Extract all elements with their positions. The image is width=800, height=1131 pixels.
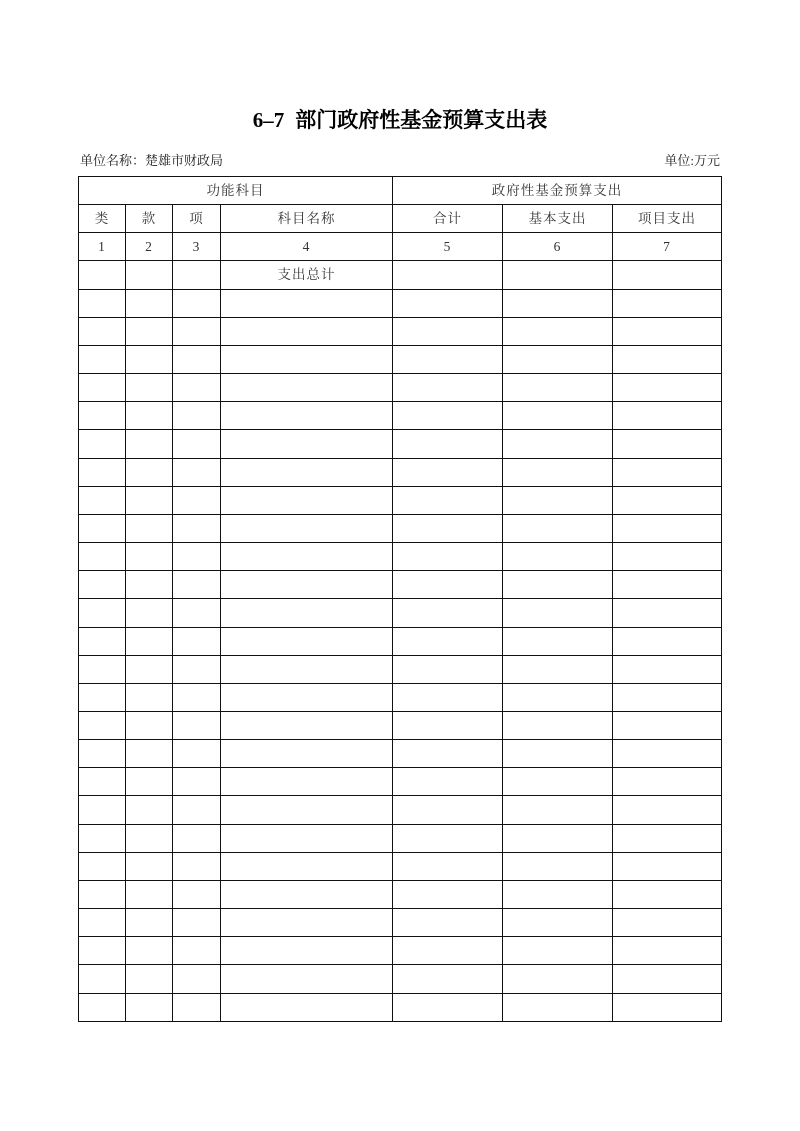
table-cell [79,289,126,317]
meta-line [80,152,720,170]
table-cell [79,880,126,908]
table-cell [613,711,722,739]
table-cell [173,909,221,937]
table-cell [79,965,126,993]
table-row [79,937,722,965]
table-cell [393,880,503,908]
unit-name: 单位名称：楚雄市财政局 [80,153,224,168]
table-cell [393,402,503,430]
table-row [79,289,722,317]
table-cell [173,543,221,571]
table-cell [221,683,393,711]
table-cell [221,711,393,739]
table-cell [613,543,722,571]
table-row [79,909,722,937]
table-cell [503,627,613,655]
table-cell [173,261,221,289]
table-cell [503,740,613,768]
table-cell [613,571,722,599]
table-cell [79,711,126,739]
table-cell [393,852,503,880]
table-cell [173,711,221,739]
table-cell [503,402,613,430]
table-cell [126,627,173,655]
table-cell [126,543,173,571]
table-cell [173,374,221,402]
table-row [79,740,722,768]
table-cell [79,486,126,514]
column-header-project-expenditure: 项目支出 [613,205,722,233]
table-cell [79,430,126,458]
table-cell [393,261,503,289]
table-cell [503,599,613,627]
table-cell [126,937,173,965]
table-cell [126,261,173,289]
table-cell [79,993,126,1021]
table-cell [79,824,126,852]
column-header-item: 项 [173,205,221,233]
column-number: 2 [126,233,173,261]
column-number: 7 [613,233,722,261]
table-cell [173,402,221,430]
column-number: 4 [221,233,393,261]
table-cell [613,374,722,402]
table-cell [613,599,722,627]
table-row [79,486,722,514]
table-cell [393,627,503,655]
table-cell [126,711,173,739]
table-cell [173,599,221,627]
table-cell [393,345,503,373]
table-cell [173,345,221,373]
table-cell [173,627,221,655]
table-cell [126,655,173,683]
table-cell [503,655,613,683]
table-cell [613,402,722,430]
table-cell [221,317,393,345]
table-cell [79,458,126,486]
table-cell [221,514,393,542]
table-cell [503,965,613,993]
table-cell [173,317,221,345]
table-cell [173,937,221,965]
table-cell [393,740,503,768]
table-cell [126,345,173,373]
table-cell [503,683,613,711]
currency-unit: 单位:万元 [664,153,720,168]
table-cell [173,458,221,486]
table-cell [79,740,126,768]
table-cell [221,880,393,908]
table-cell [221,993,393,1021]
table-cell [221,571,393,599]
table-row [79,824,722,852]
table-cell [173,965,221,993]
table-cell [503,880,613,908]
table-cell [79,514,126,542]
table-cell [613,486,722,514]
group-header-row [79,177,722,205]
table-cell [173,740,221,768]
table-cell [126,486,173,514]
table-cell [79,852,126,880]
table-cell [393,993,503,1021]
table-cell [79,374,126,402]
table-row [79,374,722,402]
table-cell [393,514,503,542]
table-cell [613,345,722,373]
table-cell [613,880,722,908]
table-cell [221,627,393,655]
table-row [79,402,722,430]
table-cell [393,374,503,402]
column-header-category: 类 [79,205,126,233]
table-cell [503,486,613,514]
table-cell [221,345,393,373]
table-cell [503,571,613,599]
table-row [79,345,722,373]
column-header-row [79,205,722,233]
table-cell [173,430,221,458]
table-cell [393,486,503,514]
table-cell [503,993,613,1021]
table-cell [503,289,613,317]
table-cell [393,768,503,796]
table-cell [221,740,393,768]
total-row-label: 支出总计 [221,261,393,289]
table-cell [503,458,613,486]
table-cell [393,458,503,486]
table-cell [221,374,393,402]
table-cell [503,796,613,824]
table-number: 6–7 [252,108,285,132]
table-cell [393,317,503,345]
table-cell [221,543,393,571]
table-row [79,430,722,458]
table-cell [79,543,126,571]
table-cell [613,993,722,1021]
table-cell [613,796,722,824]
table-cell [393,543,503,571]
table-cell [613,852,722,880]
table-cell [79,402,126,430]
table-row [79,317,722,345]
table-cell [79,909,126,937]
table-cell [393,599,503,627]
table-cell [126,909,173,937]
table-cell [221,965,393,993]
table-cell [173,571,221,599]
table-cell [393,796,503,824]
table-cell [221,655,393,683]
table-cell [221,796,393,824]
table-cell [503,852,613,880]
table-cell [173,655,221,683]
column-number-row [79,233,722,261]
table-cell [173,796,221,824]
table-cell [503,514,613,542]
table-cell [173,683,221,711]
table-row [79,627,722,655]
table-cell [613,824,722,852]
table-cell [503,711,613,739]
table-cell [79,683,126,711]
column-number: 5 [393,233,503,261]
table-row [79,599,722,627]
table-cell [126,402,173,430]
table-cell [393,711,503,739]
table-cell [126,683,173,711]
table-cell [613,909,722,937]
table-cell [613,458,722,486]
table-cell [503,430,613,458]
table-row [79,796,722,824]
table-cell [126,317,173,345]
table-cell [79,655,126,683]
table-cell [393,430,503,458]
table-cell [613,317,722,345]
column-header-total: 合计 [393,205,503,233]
table-row [79,683,722,711]
table-cell [503,543,613,571]
column-header-subject-name: 科目名称 [221,205,393,233]
table-cell [613,655,722,683]
table-title: 部门政府性基金预算支出表 [295,108,548,132]
table-cell [613,768,722,796]
table-cell [126,852,173,880]
table-cell [173,768,221,796]
table-cell [126,824,173,852]
table-cell [613,740,722,768]
table-cell [221,289,393,317]
table-cell [79,937,126,965]
page-title [0,105,800,135]
total-row [79,261,722,289]
table-cell [221,430,393,458]
table-cell [79,599,126,627]
table-cell [173,993,221,1021]
table-cell [221,909,393,937]
table-row [79,993,722,1021]
table-cell [613,261,722,289]
table-cell [393,965,503,993]
table-cell [126,514,173,542]
table-cell [221,937,393,965]
table-row [79,852,722,880]
table-cell [126,374,173,402]
column-number: 1 [79,233,126,261]
table-row [79,571,722,599]
column-number: 3 [173,233,221,261]
table-cell [393,571,503,599]
table-cell [126,430,173,458]
table-cell [79,261,126,289]
table-cell [503,937,613,965]
table-row [79,880,722,908]
table-cell [126,796,173,824]
table-cell [79,627,126,655]
table-cell [613,683,722,711]
table-cell [221,768,393,796]
table-cell [393,909,503,937]
table-row [79,655,722,683]
table-cell [613,289,722,317]
table-cell [221,486,393,514]
table-cell [126,599,173,627]
table-cell [503,768,613,796]
column-header-section: 款 [126,205,173,233]
table-cell [613,430,722,458]
table-cell [126,993,173,1021]
table-row [79,543,722,571]
table-cell [173,880,221,908]
table-row [79,965,722,993]
table-cell [393,289,503,317]
column-header-basic-expenditure: 基本支出 [503,205,613,233]
table-cell [393,824,503,852]
table-cell [613,627,722,655]
table-cell [393,937,503,965]
table-body [79,261,722,1021]
table-cell [79,317,126,345]
table-cell [126,965,173,993]
table-cell [221,599,393,627]
table-cell [221,824,393,852]
table-cell [126,289,173,317]
table-cell [221,852,393,880]
table-cell [503,824,613,852]
table-cell [173,852,221,880]
table-cell [221,458,393,486]
group-header-function-subject: 功能科目 [79,177,393,205]
table-cell [613,965,722,993]
table-cell [173,486,221,514]
table-cell [126,458,173,486]
table-cell [613,514,722,542]
table-cell [79,796,126,824]
table-cell [393,683,503,711]
table-cell [503,261,613,289]
table-cell [173,514,221,542]
table-cell [79,345,126,373]
table-cell [79,768,126,796]
table-cell [221,402,393,430]
table-cell [503,374,613,402]
table-cell [503,317,613,345]
budget-table [78,176,722,1022]
table-cell [126,880,173,908]
table-row [79,711,722,739]
table-cell [126,740,173,768]
table-cell [126,768,173,796]
table-cell [79,571,126,599]
column-number: 6 [503,233,613,261]
table-cell [613,937,722,965]
table-row [79,458,722,486]
table-cell [126,571,173,599]
table-cell [503,909,613,937]
table-row [79,768,722,796]
group-header-fund-expenditure: 政府性基金预算支出 [393,177,722,205]
table-cell [393,655,503,683]
table-cell [173,824,221,852]
table-row [79,514,722,542]
table-cell [503,345,613,373]
table-cell [173,289,221,317]
